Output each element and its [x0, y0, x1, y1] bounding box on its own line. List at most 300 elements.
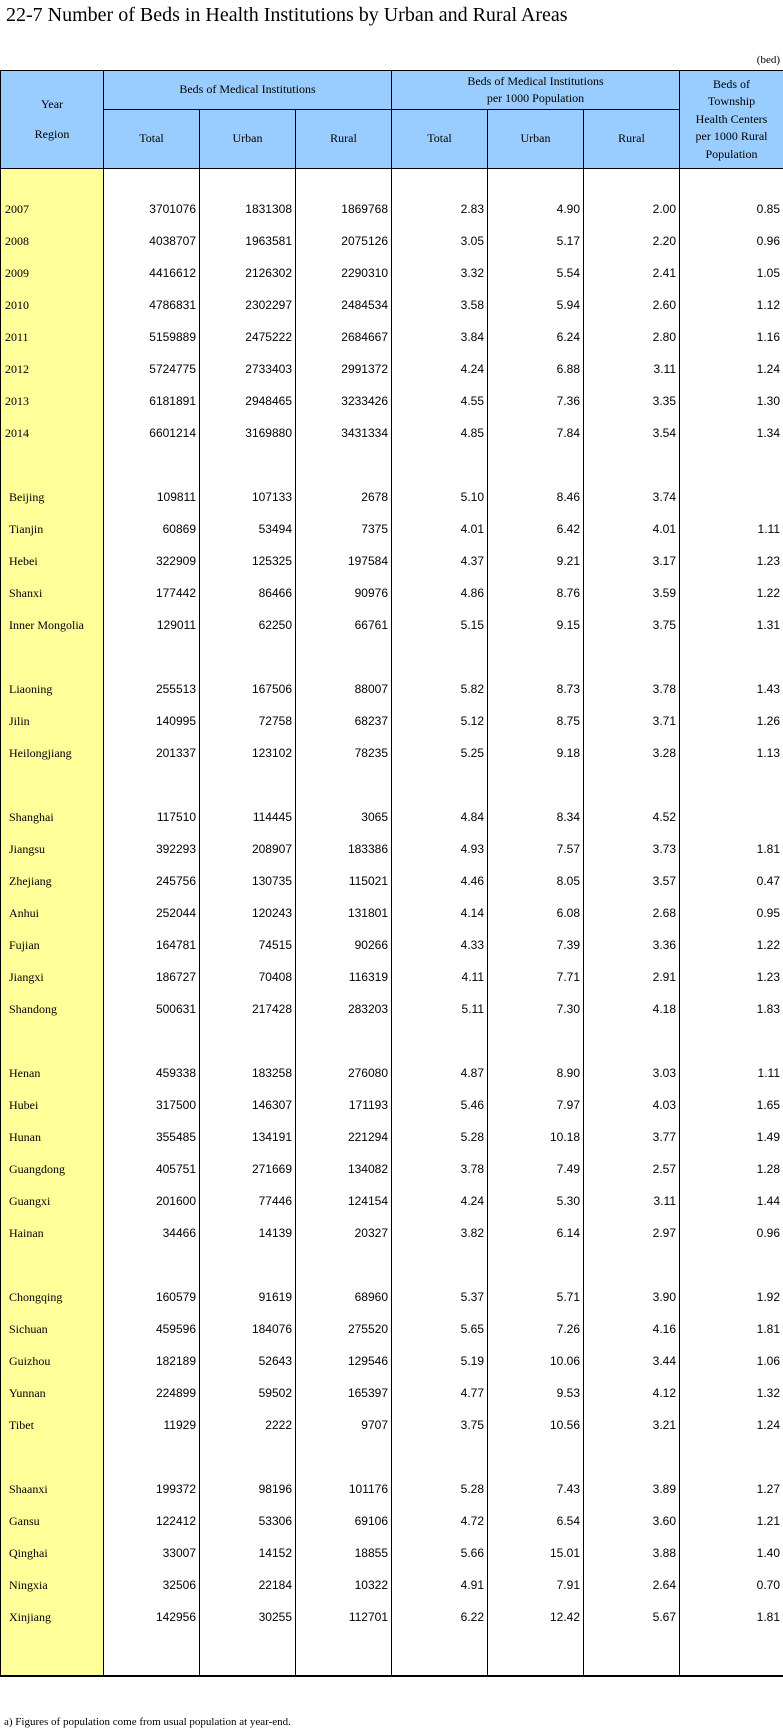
township-per1000-cell: 1.23 [680, 545, 783, 577]
beds-group-header: Beds of Medical Institutions [104, 71, 392, 110]
per1000-urban-cell: 9.53 [488, 1377, 584, 1409]
per1000-rural-cell: 2.64 [584, 1569, 680, 1601]
beds-total-cell: 199372 [104, 1473, 200, 1505]
township-per1000-cell: 1.22 [680, 929, 783, 961]
per1000-total-cell: 5.82 [392, 673, 488, 705]
region-cell: Qinghai [1, 1537, 104, 1569]
beds-urban-cell: 14139 [200, 1217, 296, 1249]
per1000-urban-cell: 5.17 [488, 225, 584, 257]
per1000-urban-cell: 9.18 [488, 737, 584, 769]
region-cell: Jilin [1, 705, 104, 737]
table-row [1, 1345, 783, 1377]
beds-total-cell: 117510 [104, 801, 200, 833]
beds-urban-cell: 86466 [200, 577, 296, 609]
per1000-total-cell: 4.55 [392, 385, 488, 417]
region-cell: Jiangsu [1, 833, 104, 865]
per1000-rural-cell: 3.44 [584, 1345, 680, 1377]
beds-rural-cell: 2991372 [296, 353, 392, 385]
beds-rural-cell: 18855 [296, 1537, 392, 1569]
per1000-rural-cell: 2.97 [584, 1217, 680, 1249]
unit-label: (bed) [756, 54, 780, 66]
beds-urban-cell: 91619 [200, 1281, 296, 1313]
beds-urban-cell: 53306 [200, 1505, 296, 1537]
beds-total-cell: 182189 [104, 1345, 200, 1377]
per1000-urban-header: Urban [488, 110, 584, 169]
year-cell: 2009 [1, 257, 104, 289]
table-row [1, 513, 783, 545]
beds-rural-cell: 90266 [296, 929, 392, 961]
beds-urban-cell: 271669 [200, 1153, 296, 1185]
region-cell: Henan [1, 1057, 104, 1089]
per1000-urban-cell: 8.75 [488, 705, 584, 737]
per1000-total-cell: 3.78 [392, 1153, 488, 1185]
per1000-total-cell: 4.84 [392, 801, 488, 833]
beds-rural-cell: 9707 [296, 1409, 392, 1441]
beds-rural-cell: 3065 [296, 801, 392, 833]
beds-rural-cell: 134082 [296, 1153, 392, 1185]
beds-urban-cell: 130735 [200, 865, 296, 897]
per1000-rural-cell: 4.18 [584, 993, 680, 1025]
beds-rural-cell: 116319 [296, 961, 392, 993]
region-cell: Ningxia [1, 1569, 104, 1601]
table-row [1, 417, 783, 449]
table-row [1, 1473, 783, 1505]
table-row [1, 225, 783, 257]
beds-rural-cell: 7375 [296, 513, 392, 545]
per1000-rural-cell: 3.77 [584, 1121, 680, 1153]
per1000-urban-cell: 6.08 [488, 897, 584, 929]
per1000-urban-cell: 6.88 [488, 353, 584, 385]
beds-total-cell: 140995 [104, 705, 200, 737]
table-row [1, 1217, 783, 1249]
per1000-rural-cell: 3.35 [584, 385, 680, 417]
beds-urban-cell: 3169880 [200, 417, 296, 449]
per1000-total-cell: 3.75 [392, 1409, 488, 1441]
spacer-row [1, 1025, 783, 1057]
beds-total-cell: 322909 [104, 545, 200, 577]
per1000-urban-cell: 10.06 [488, 1345, 584, 1377]
table-row [1, 193, 783, 225]
per1000-total-cell: 5.12 [392, 705, 488, 737]
beds-rural-cell: 3233426 [296, 385, 392, 417]
per1000-total-cell: 5.28 [392, 1473, 488, 1505]
per1000-rural-cell: 2.80 [584, 321, 680, 353]
region-cell: Shanghai [1, 801, 104, 833]
per1000-urban-cell: 7.26 [488, 1313, 584, 1345]
region-cell: Inner Mongolia [1, 609, 104, 641]
per1000-total-cell: 4.86 [392, 577, 488, 609]
spacer-row [1, 1249, 783, 1281]
year-cell: 2010 [1, 289, 104, 321]
table-body [1, 169, 783, 1677]
township-per1000-cell: 1.43 [680, 673, 783, 705]
region-cell: Shandong [1, 993, 104, 1025]
per1000-urban-cell: 10.18 [488, 1121, 584, 1153]
beds-total-cell: 160579 [104, 1281, 200, 1313]
beds-total-cell: 224899 [104, 1377, 200, 1409]
beds-total-cell: 33007 [104, 1537, 200, 1569]
per1000-total-cell: 4.85 [392, 417, 488, 449]
township-per1000-cell: 0.96 [680, 1217, 783, 1249]
per1000-total-cell: 3.05 [392, 225, 488, 257]
per1000-total-cell: 4.37 [392, 545, 488, 577]
year-cell: 2008 [1, 225, 104, 257]
township-per1000-cell: 1.24 [680, 353, 783, 385]
per1000-rural-cell: 3.11 [584, 353, 680, 385]
township-per1000-cell: 1.21 [680, 1505, 783, 1537]
per1000-rural-cell: 3.75 [584, 609, 680, 641]
table-row [1, 1089, 783, 1121]
beds-total-cell: 201600 [104, 1185, 200, 1217]
year-cell: 2011 [1, 321, 104, 353]
beds-rural-cell: 115021 [296, 865, 392, 897]
beds-rural-cell: 197584 [296, 545, 392, 577]
beds-urban-cell: 1831308 [200, 193, 296, 225]
township-per1000-cell: 0.85 [680, 193, 783, 225]
beds-urban-cell: 2948465 [200, 385, 296, 417]
per1000-total-cell: 5.46 [392, 1089, 488, 1121]
beds-total-cell: 4038707 [104, 225, 200, 257]
per1000-urban-cell: 7.97 [488, 1089, 584, 1121]
table-row [1, 705, 783, 737]
beds-urban-cell: 70408 [200, 961, 296, 993]
beds-urban-cell: 125325 [200, 545, 296, 577]
township-per1000-cell: 1.32 [680, 1377, 783, 1409]
footnote: a) Figures of population come from usual population at year-end. [4, 1716, 291, 1728]
township-per1000-cell: 1.30 [680, 385, 783, 417]
per1000-total-cell: 5.66 [392, 1537, 488, 1569]
township-header: Beds of Township Health Centers per 1000 Rural Population [680, 71, 783, 169]
township-per1000-cell: 1.13 [680, 737, 783, 769]
per1000-total-cell: 5.25 [392, 737, 488, 769]
per1000-rural-cell: 2.60 [584, 289, 680, 321]
region-cell: Sichuan [1, 1313, 104, 1345]
per1000-rural-cell: 3.11 [584, 1185, 680, 1217]
per1000-total-cell: 5.65 [392, 1313, 488, 1345]
beds-total-cell: 109811 [104, 481, 200, 513]
region-cell: Hainan [1, 1217, 104, 1249]
beds-rural-cell: 68237 [296, 705, 392, 737]
beds-total-cell: 355485 [104, 1121, 200, 1153]
per1000-urban-cell: 8.05 [488, 865, 584, 897]
table-row [1, 385, 783, 417]
township-per1000-cell: 0.96 [680, 225, 783, 257]
per1000-total-cell: 4.46 [392, 865, 488, 897]
table-row [1, 609, 783, 641]
table-row [1, 353, 783, 385]
per1000-total-cell: 4.14 [392, 897, 488, 929]
per1000-rural-cell: 3.54 [584, 417, 680, 449]
beds-urban-cell: 1963581 [200, 225, 296, 257]
table-row [1, 1313, 783, 1345]
beds-urban-cell: 2302297 [200, 289, 296, 321]
table-row [1, 737, 783, 769]
table-row [1, 833, 783, 865]
township-per1000-cell: 1.23 [680, 961, 783, 993]
per1000-total-cell: 6.22 [392, 1601, 488, 1633]
beds-urban-cell: 134191 [200, 1121, 296, 1153]
region-cell: Shanxi [1, 577, 104, 609]
region-cell: Guangdong [1, 1153, 104, 1185]
township-per1000-cell: 1.16 [680, 321, 783, 353]
spacer-row [1, 169, 783, 194]
township-per1000-cell: 1.05 [680, 257, 783, 289]
beds-total-cell: 201337 [104, 737, 200, 769]
township-per1000-cell: 1.65 [680, 1089, 783, 1121]
region-cell: Gansu [1, 1505, 104, 1537]
township-per1000-cell: 0.47 [680, 865, 783, 897]
region-header: Region [34, 126, 70, 141]
per1000-rural-cell: 3.60 [584, 1505, 680, 1537]
township-per1000-cell: 1.28 [680, 1153, 783, 1185]
beds-total-cell: 4786831 [104, 289, 200, 321]
region-cell: Heilongjiang [1, 737, 104, 769]
beds-rural-cell: 165397 [296, 1377, 392, 1409]
region-cell: Jiangxi [1, 961, 104, 993]
per1000-urban-cell: 5.71 [488, 1281, 584, 1313]
per1000-total-cell: 2.83 [392, 193, 488, 225]
beds-total-cell: 3701076 [104, 193, 200, 225]
beds-rural-cell: 88007 [296, 673, 392, 705]
beds-rural-cell: 101176 [296, 1473, 392, 1505]
table-row [1, 257, 783, 289]
per1000-rural-cell: 3.59 [584, 577, 680, 609]
year-cell: 2013 [1, 385, 104, 417]
per1000-total-cell: 5.10 [392, 481, 488, 513]
table-row [1, 1057, 783, 1089]
region-cell: Anhui [1, 897, 104, 929]
beds-total-cell: 459596 [104, 1313, 200, 1345]
per1000-urban-cell: 5.30 [488, 1185, 584, 1217]
beds-urban-cell: 52643 [200, 1345, 296, 1377]
table-row [1, 929, 783, 961]
per1000-rural-cell: 3.73 [584, 833, 680, 865]
region-cell: Zhejiang [1, 865, 104, 897]
per1000-urban-cell: 7.30 [488, 993, 584, 1025]
region-cell: Shaanxi [1, 1473, 104, 1505]
per1000-urban-cell: 5.94 [488, 289, 584, 321]
table-row [1, 1409, 783, 1441]
per1000-urban-cell: 6.24 [488, 321, 584, 353]
beds-rural-cell: 124154 [296, 1185, 392, 1217]
region-cell: Guangxi [1, 1185, 104, 1217]
beds-rural-cell: 275520 [296, 1313, 392, 1345]
beds-total-cell: 4416612 [104, 257, 200, 289]
per1000-total-header: Total [392, 110, 488, 169]
beds-total-cell: 459338 [104, 1057, 200, 1089]
table-row [1, 961, 783, 993]
per1000-rural-cell: 5.67 [584, 1601, 680, 1633]
per1000-urban-cell: 7.39 [488, 929, 584, 961]
per1000-rural-cell: 3.21 [584, 1409, 680, 1441]
township-per1000-cell [680, 801, 783, 833]
beds-urban-cell: 2222 [200, 1409, 296, 1441]
beds-urban-cell: 184076 [200, 1313, 296, 1345]
beds-urban-cell: 30255 [200, 1601, 296, 1633]
township-per1000-cell: 1.26 [680, 705, 783, 737]
beds-total-cell: 392293 [104, 833, 200, 865]
beds-urban-cell: 22184 [200, 1569, 296, 1601]
per1000-total-cell: 4.24 [392, 1185, 488, 1217]
spacer-row [1, 1441, 783, 1473]
data-table-container [0, 70, 783, 1677]
table-row [1, 1569, 783, 1601]
township-per1000-cell [680, 481, 783, 513]
table-row [1, 993, 783, 1025]
township-per1000-cell: 1.27 [680, 1473, 783, 1505]
per1000-rural-cell: 2.00 [584, 193, 680, 225]
beds-urban-cell: 72758 [200, 705, 296, 737]
township-per1000-cell: 1.44 [680, 1185, 783, 1217]
beds-urban-cell: 146307 [200, 1089, 296, 1121]
year-header: Year [40, 97, 64, 112]
per1000-rural-cell: 4.52 [584, 801, 680, 833]
per1000-total-cell: 3.58 [392, 289, 488, 321]
per1000-urban-cell: 8.90 [488, 1057, 584, 1089]
per1000-total-cell: 5.37 [392, 1281, 488, 1313]
per1000-rural-cell: 3.17 [584, 545, 680, 577]
spacer-row [1, 1633, 783, 1676]
spacer-row [1, 449, 783, 481]
region-cell: Tianjin [1, 513, 104, 545]
per1000-total-cell: 4.93 [392, 833, 488, 865]
beds-rural-cell: 90976 [296, 577, 392, 609]
per1000-total-cell: 4.01 [392, 513, 488, 545]
per1000-urban-cell: 12.42 [488, 1601, 584, 1633]
beds-total-cell: 252044 [104, 897, 200, 929]
beds-rural-cell: 2484534 [296, 289, 392, 321]
per1000-urban-cell: 6.54 [488, 1505, 584, 1537]
table-row [1, 577, 783, 609]
per1000-rural-cell: 3.57 [584, 865, 680, 897]
per1000-rural-cell: 4.01 [584, 513, 680, 545]
year-cell: 2014 [1, 417, 104, 449]
per1000-urban-cell: 7.36 [488, 385, 584, 417]
per1000-urban-cell: 5.54 [488, 257, 584, 289]
per1000-urban-cell: 10.56 [488, 1409, 584, 1441]
table-row [1, 1185, 783, 1217]
table-row [1, 865, 783, 897]
per1000-urban-cell: 7.91 [488, 1569, 584, 1601]
region-cell: Guizhou [1, 1345, 104, 1377]
beds-rural-header: Rural [296, 110, 392, 169]
table-row [1, 321, 783, 353]
region-cell: Hebei [1, 545, 104, 577]
per1000-total-cell: 5.11 [392, 993, 488, 1025]
per1000-rural-cell: 2.91 [584, 961, 680, 993]
township-per1000-cell: 0.95 [680, 897, 783, 929]
beds-rural-cell: 2684667 [296, 321, 392, 353]
per1000-rural-cell: 3.74 [584, 481, 680, 513]
beds-urban-cell: 107133 [200, 481, 296, 513]
table-row [1, 1505, 783, 1537]
beds-urban-cell: 62250 [200, 609, 296, 641]
township-per1000-cell: 1.34 [680, 417, 783, 449]
table-row [1, 1377, 783, 1409]
per1000-total-cell: 4.77 [392, 1377, 488, 1409]
beds-urban-cell: 59502 [200, 1377, 296, 1409]
beds-urban-cell: 167506 [200, 673, 296, 705]
township-per1000-cell: 0.70 [680, 1569, 783, 1601]
beds-rural-cell: 69106 [296, 1505, 392, 1537]
beds-total-cell: 142956 [104, 1601, 200, 1633]
beds-rural-cell: 20327 [296, 1217, 392, 1249]
per1000-urban-cell: 7.84 [488, 417, 584, 449]
beds-total-cell: 122412 [104, 1505, 200, 1537]
table-row [1, 1537, 783, 1569]
beds-urban-cell: 98196 [200, 1473, 296, 1505]
beds-total-cell: 255513 [104, 673, 200, 705]
beds-total-cell: 11929 [104, 1409, 200, 1441]
per1000-rural-cell: 3.89 [584, 1473, 680, 1505]
beds-urban-cell: 114445 [200, 801, 296, 833]
per1000-urban-cell: 6.42 [488, 513, 584, 545]
table-row [1, 1601, 783, 1633]
beds-rural-cell: 2290310 [296, 257, 392, 289]
per1000-urban-cell: 15.01 [488, 1537, 584, 1569]
table-row [1, 481, 783, 513]
beds-rural-cell: 221294 [296, 1121, 392, 1153]
beds-total-cell: 32506 [104, 1569, 200, 1601]
beds-urban-cell: 120243 [200, 897, 296, 929]
table-row [1, 673, 783, 705]
beds-rural-cell: 66761 [296, 609, 392, 641]
beds-total-cell: 34466 [104, 1217, 200, 1249]
beds-rural-cell: 78235 [296, 737, 392, 769]
beds-rural-cell: 129546 [296, 1345, 392, 1377]
spacer-row [1, 769, 783, 801]
region-cell: Xinjiang [1, 1601, 104, 1633]
beds-rural-cell: 283203 [296, 993, 392, 1025]
beds-urban-cell: 2475222 [200, 321, 296, 353]
beds-total-cell: 60869 [104, 513, 200, 545]
table-row [1, 801, 783, 833]
per1000-rural-cell: 2.20 [584, 225, 680, 257]
beds-total-cell: 186727 [104, 961, 200, 993]
beds-rural-cell: 10322 [296, 1569, 392, 1601]
region-cell: Fujian [1, 929, 104, 961]
beds-rural-cell: 131801 [296, 897, 392, 929]
table-row [1, 289, 783, 321]
township-per1000-cell: 1.40 [680, 1537, 783, 1569]
table-row [1, 1153, 783, 1185]
per1000-total-cell: 5.19 [392, 1345, 488, 1377]
per1000-urban-cell: 7.57 [488, 833, 584, 865]
township-per1000-cell: 1.49 [680, 1121, 783, 1153]
region-cell: Beijing [1, 481, 104, 513]
per1000-rural-cell: 3.71 [584, 705, 680, 737]
table-header [1, 71, 783, 169]
per1000-urban-cell: 7.49 [488, 1153, 584, 1185]
per1000-rural-cell: 3.03 [584, 1057, 680, 1089]
per1000-rural-cell: 3.88 [584, 1537, 680, 1569]
table-row [1, 1121, 783, 1153]
township-per1000-cell: 1.24 [680, 1409, 783, 1441]
per1000-total-cell: 4.91 [392, 1569, 488, 1601]
per1000-rural-cell: 3.78 [584, 673, 680, 705]
beds-urban-cell: 208907 [200, 833, 296, 865]
per1000-total-cell: 4.24 [392, 353, 488, 385]
per1000-urban-cell: 9.21 [488, 545, 584, 577]
per1000-total-cell: 3.82 [392, 1217, 488, 1249]
per1000-urban-cell: 8.73 [488, 673, 584, 705]
beds-urban-cell: 74515 [200, 929, 296, 961]
beds-rural-cell: 183386 [296, 833, 392, 865]
per1000-total-cell: 4.87 [392, 1057, 488, 1089]
beds-urban-cell: 14152 [200, 1537, 296, 1569]
beds-total-cell: 5159889 [104, 321, 200, 353]
region-cell: Tibet [1, 1409, 104, 1441]
